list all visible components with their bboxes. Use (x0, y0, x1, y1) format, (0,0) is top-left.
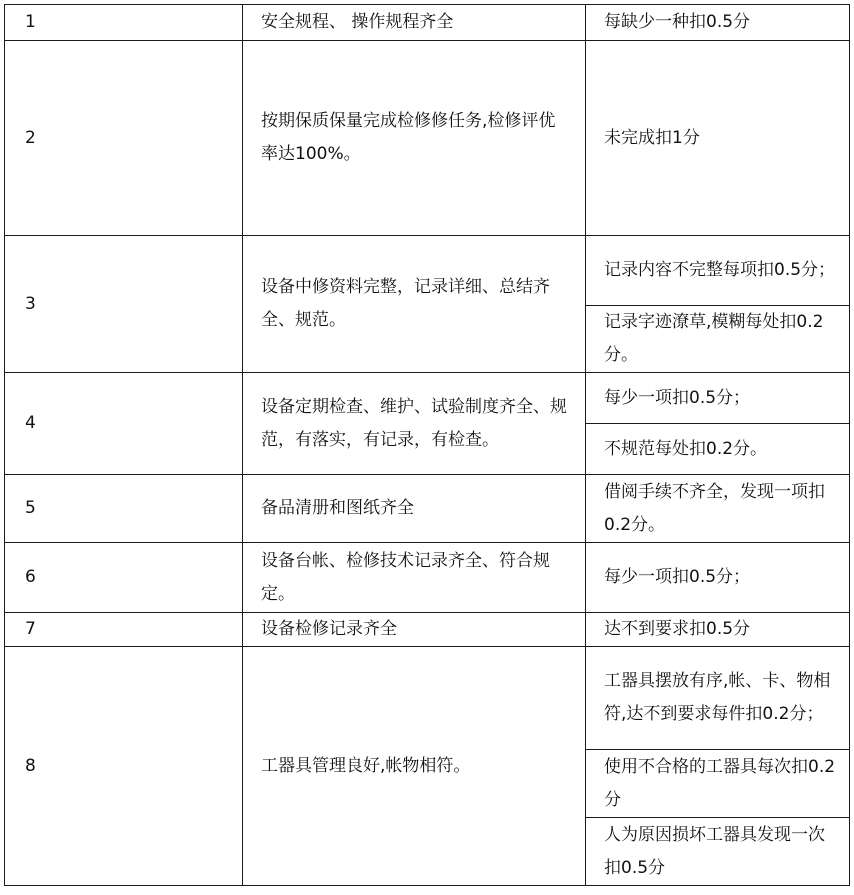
inspection-table (4, 4, 850, 886)
table-row (5, 5, 850, 41)
table-row (5, 475, 850, 543)
requirement-cell: 备品清册和图纸齐全 (243, 475, 586, 543)
penalty-cell: 不规范每处扣0.2分。 (586, 424, 850, 475)
row-number: 6 (5, 543, 243, 613)
requirement-cell: 按期保质保量完成检修修任务,检修评优率达100%。 (243, 41, 586, 236)
penalty-cell: 记录字迹潦草,模糊每处扣0.2分。 (586, 306, 850, 373)
table-row (5, 613, 850, 647)
penalty-cell: 使用不合格的工器具每次扣0.2分 (586, 750, 850, 818)
requirement-cell: 设备中修资料完整，记录详细、总结齐全、规范。 (243, 236, 586, 373)
table-row (5, 543, 850, 613)
requirement-cell: 设备台帐、检修技术记录齐全、符合规定。 (243, 543, 586, 613)
penalty-cell: 达不到要求扣0.5分 (586, 613, 850, 647)
penalty-cell: 人为原因损坏工器具发现一次扣0.5分 (586, 818, 850, 886)
requirement-cell: 工器具管理良好,帐物相符。 (243, 647, 586, 886)
table-row (5, 236, 850, 306)
row-number: 7 (5, 613, 243, 647)
row-number: 1 (5, 5, 243, 41)
row-number: 5 (5, 475, 243, 543)
row-number: 3 (5, 236, 243, 373)
row-number: 8 (5, 647, 243, 886)
penalty-cell: 借阅手续不齐全，发现一项扣0.2分。 (586, 475, 850, 543)
row-number: 4 (5, 373, 243, 475)
requirement-cell: 设备定期检查、维护、试验制度齐全、规范，有落实，有记录，有检查。 (243, 373, 586, 475)
penalty-cell: 未完成扣1分 (586, 41, 850, 236)
penalty-cell: 工器具摆放有序,帐、卡、物相符,达不到要求每件扣0.2分； (586, 647, 850, 750)
penalty-cell: 每少一项扣0.5分； (586, 373, 850, 424)
penalty-cell: 每少一项扣0.5分； (586, 543, 850, 613)
requirement-cell: 设备检修记录齐全 (243, 613, 586, 647)
table-row (5, 41, 850, 236)
requirement-cell: 安全规程、 操作规程齐全 (243, 5, 586, 41)
table-row (5, 647, 850, 750)
row-number: 2 (5, 41, 243, 236)
penalty-cell: 每缺少一种扣0.5分 (586, 5, 850, 41)
table-row (5, 373, 850, 424)
penalty-cell: 记录内容不完整每项扣0.5分； (586, 236, 850, 306)
